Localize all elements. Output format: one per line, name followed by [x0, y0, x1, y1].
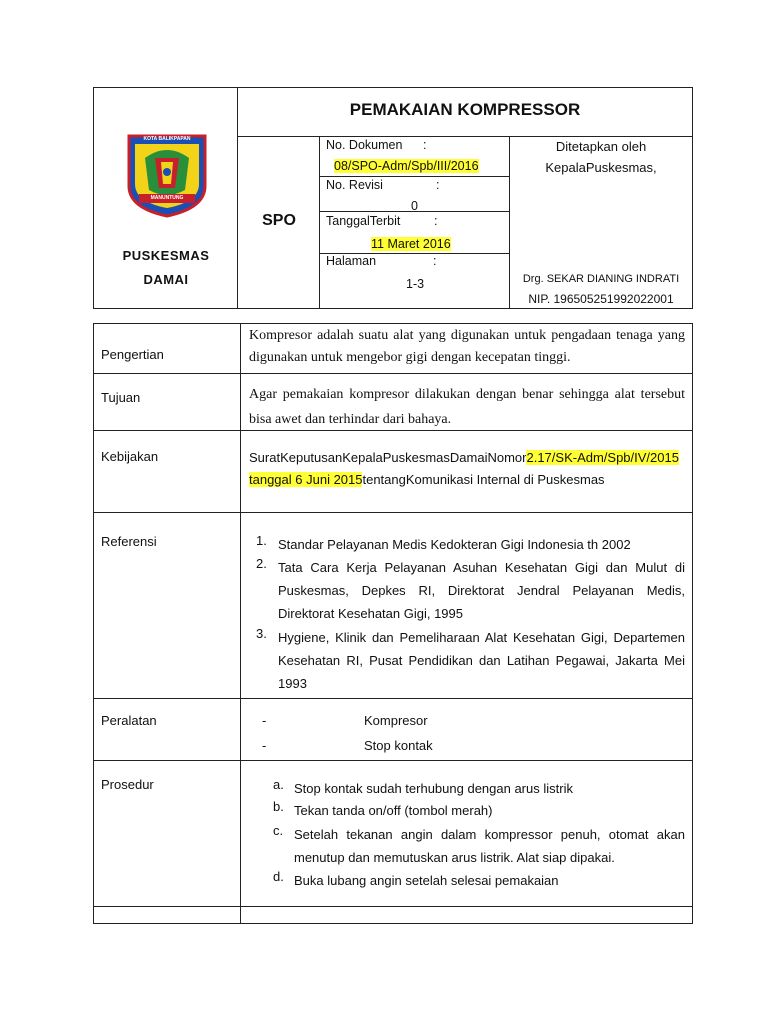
- kebijakan-text: [249, 447, 685, 491]
- row-label-kebijakan: Kebijakan: [101, 449, 159, 464]
- prosedur-item-d: Buka lubang angin setelah selesai pemakaian: [294, 873, 559, 888]
- row-label-tujuan: Tujuan: [101, 390, 141, 405]
- revision-value: 0: [411, 199, 418, 213]
- referensi-item-2: Tata Cara Kerja Pelayanan Asuhan Kesehatan Gigi dan Mulut di Puskesmas, Depkes RI, Direktorat Jendral Pelayanan Medis, Direktorat Kesehatan Gigi, 1995: [278, 560, 685, 621]
- revision-colon: :: [436, 178, 440, 192]
- peralatan-dash-1: -: [262, 713, 267, 728]
- prosedur-item-c: Setelah tekanan angin dalam kompressor penuh, otomat akan menutup dan memutuskan arus listrik. Alat siap dipakai.: [294, 827, 685, 865]
- approved-by: Ditetapkan oleh: [555, 139, 647, 154]
- doc-number-colon: :: [423, 138, 427, 152]
- issue-date-label: TanggalTerbit: [326, 214, 401, 228]
- org-name-line2: DAMAI: [143, 272, 189, 287]
- kebijakan-post: tentangKomunikasi Internal di Puskesmas: [362, 472, 605, 487]
- doc-number-value: 08/SPO-Adm/Spb/III/2016: [334, 159, 479, 173]
- pengertian-text: Kompresor adalah suatu alat yang digunakan untuk pengadaan tenaga yang digunakan untuk mengebor gigi dengan kecepatan tinggi.: [249, 328, 685, 365]
- logo-top-text: KOTA BALIKPAPAN: [143, 136, 191, 142]
- row-label-referensi: Referensi: [101, 534, 157, 549]
- prosedur-item-b: Tekan tanda on/off (tombol merah): [294, 803, 493, 818]
- referensi-marker-3: 3.: [256, 626, 267, 641]
- row-label-peralatan: Peralatan: [101, 713, 157, 728]
- page-colon: :: [433, 254, 437, 268]
- referensi-item-3: Hygiene, Klinik dan Pemeliharaan Alat Kesehatan Gigi, Departemen Kesehatan RI, Pusat Pendidikan dan Latihan Pegawai, Jakarta Mei 1993: [278, 630, 685, 691]
- peralatan-item-1: Kompresor: [364, 713, 428, 728]
- approver-title: KepalaPuskesmas,: [545, 160, 657, 175]
- prosedur-marker-b: b.: [273, 799, 284, 814]
- page-label: Halaman: [326, 254, 377, 268]
- referensi-marker-2: 2.: [256, 556, 267, 571]
- org-name-line1: PUSKESMAS: [122, 248, 210, 263]
- prosedur-item-a: Stop kontak sudah terhubung dengan arus listrik: [294, 781, 573, 796]
- peralatan-item-2: Stop kontak: [364, 738, 433, 753]
- prosedur-marker-c: c.: [273, 823, 284, 838]
- row-label-prosedur: Prosedur: [101, 777, 154, 792]
- peralatan-dash-2: -: [262, 738, 267, 753]
- document-title: PEMAKAIAN KOMPRESSOR: [349, 100, 581, 119]
- page-value: 1-3: [406, 277, 425, 291]
- logo-bottom-text: MANUNTUNG: [150, 195, 184, 201]
- tujuan-text: Agar pemakaian kompresor dilakukan dengan benar sehingga alat tersebut bisa awet dan terhindar dari bahaya.: [249, 387, 685, 427]
- doc-number-label: No. Dokumen: [326, 138, 403, 152]
- kebijakan-highlight: 2.17/SK-Adm/Spb/IV/2015 tanggal 6 Juni 2015: [249, 450, 679, 487]
- signer-name: Drg. SEKAR DIANING INDRATI: [522, 273, 680, 285]
- prosedur-marker-a: a.: [273, 777, 284, 792]
- issue-date-value: 11 Maret 2016: [371, 237, 451, 251]
- row-label-pengertian: Pengertian: [101, 347, 164, 362]
- referensi-marker-1: 1.: [256, 533, 267, 548]
- issue-date-colon: :: [434, 214, 438, 228]
- prosedur-marker-d: d.: [273, 869, 284, 884]
- kebijakan-pre: SuratKeputusanKepalaPuskesmasDamaiNomor: [249, 450, 527, 465]
- spo-label: SPO: [262, 212, 296, 229]
- city-logo: [125, 128, 209, 218]
- referensi-item-1: Standar Pelayanan Medis Kedokteran Gigi Indonesia th 2002: [278, 537, 631, 552]
- signer-nip: NIP. 196505251992022001: [528, 292, 674, 306]
- revision-label: No. Revisi: [326, 178, 383, 192]
